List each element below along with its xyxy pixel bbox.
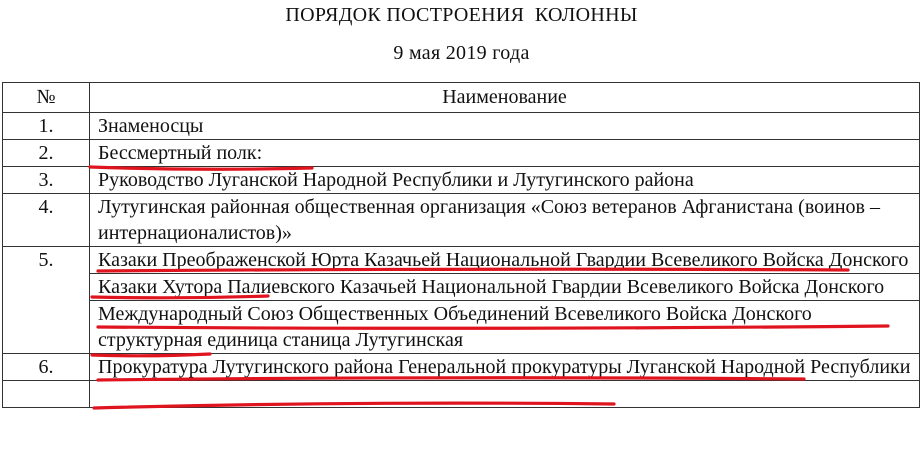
table-header-row [3, 83, 920, 113]
table-row [3, 247, 920, 274]
row-name: Знаменосцы [90, 113, 920, 140]
document-title: ПОРЯДОК ПОСТРОЕНИЯ КОЛОННЫ [285, 4, 638, 26]
row-name: Казаки Хутора Палиевского Казачьей Национальной Гвардии Всевеликого Войска Донского [90, 274, 920, 301]
row-number: 6. [3, 354, 90, 381]
table-subrow [3, 301, 920, 354]
row-number: 5. [3, 247, 90, 354]
row-name: Бессмертный полк: [90, 140, 920, 167]
table-row [3, 167, 920, 194]
column-order-table [2, 82, 920, 408]
row-name: Казаки Преображенской Юрта Казачьей Национальной Гвардии Всевеликого Войска Донского [90, 247, 920, 274]
row-name [90, 381, 920, 408]
column-header-name: Наименование [90, 83, 920, 113]
column-header-number: № [3, 83, 90, 113]
row-name: Международный Союз Общественных Объединений Всевеликого Войска Донского структурная единица станица Лутугинская [90, 301, 920, 354]
table-row [3, 113, 920, 140]
table-row [3, 354, 920, 381]
row-number [3, 381, 90, 408]
row-name: Руководство Луганской Народной Республики и Лутугинского района [90, 167, 920, 194]
row-name: Прокуратура Лутугинского района Генеральной прокуратуры Луганской Народной Республики [90, 354, 920, 381]
row-number: 2. [3, 140, 90, 167]
row-name: Лутугинская районная общественная организация «Союз ветеранов Афганистана (воинов – интернационалистов)» [90, 194, 920, 247]
row-number: 4. [3, 194, 90, 247]
row-number: 3. [3, 167, 90, 194]
document-date: 9 мая 2019 года [393, 42, 530, 64]
row-number: 1. [3, 113, 90, 140]
table-row [3, 140, 920, 167]
table-row-partial [3, 381, 920, 408]
table-row [3, 194, 920, 247]
table-subrow [3, 274, 920, 301]
